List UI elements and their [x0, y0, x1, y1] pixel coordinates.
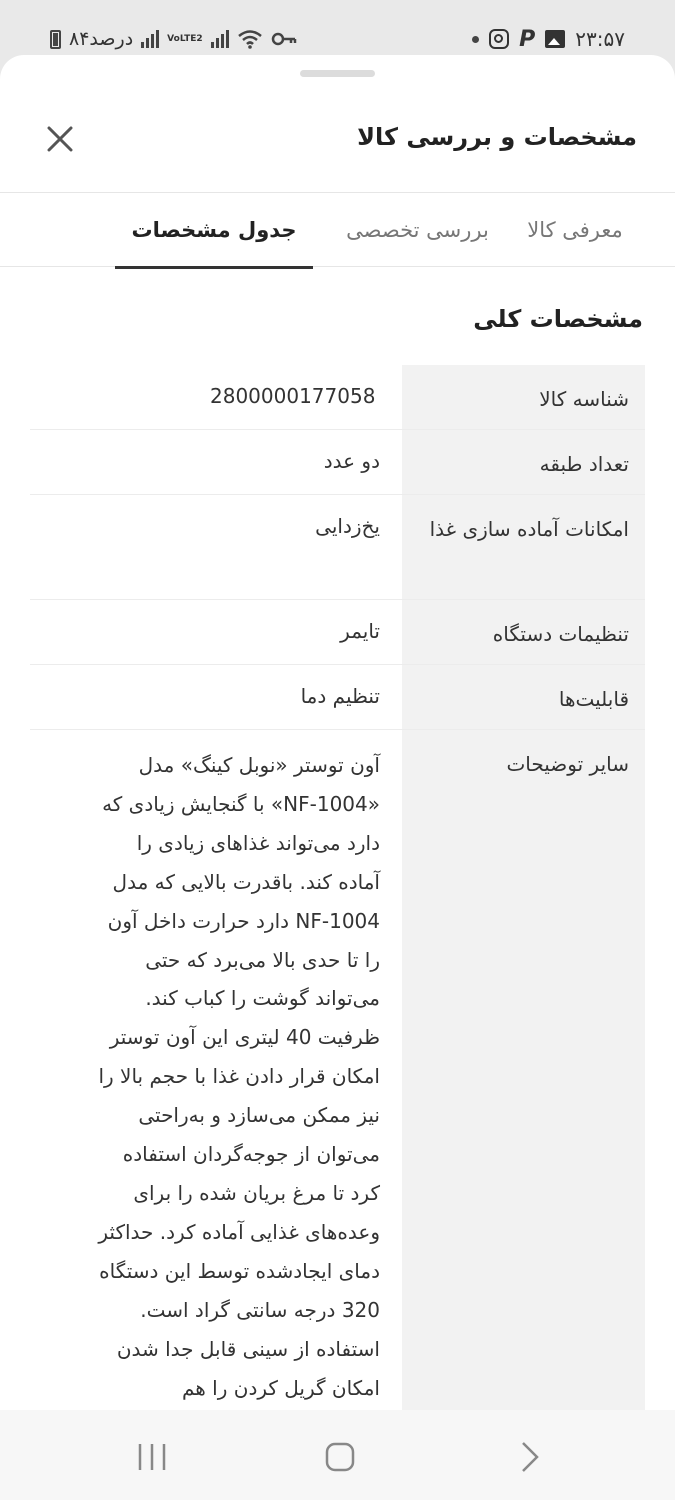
p-app-icon: P	[519, 26, 536, 52]
instagram-icon	[489, 29, 509, 49]
home-button[interactable]	[315, 1432, 365, 1482]
bottom-sheet	[0, 55, 675, 1410]
battery-text: ۸۴درصد	[69, 28, 134, 50]
home-icon	[325, 1442, 355, 1472]
tab-spec-table[interactable]: جدول مشخصات	[115, 193, 313, 267]
spec-table	[30, 365, 645, 1410]
back-button[interactable]	[505, 1432, 555, 1482]
spec-value: تایمر	[340, 619, 380, 643]
drag-handle[interactable]	[300, 70, 375, 77]
vpn-key-icon	[271, 31, 297, 47]
notification-dot-icon	[472, 36, 479, 43]
tab-bar	[0, 193, 675, 267]
table-row	[30, 665, 645, 730]
volte-label: VoLTE2	[167, 33, 203, 44]
back-chevron-icon	[520, 1441, 540, 1473]
wifi-icon	[237, 29, 263, 49]
signal-2-icon	[211, 30, 229, 48]
spec-key: قابلیت‌ها	[402, 665, 645, 729]
status-right	[472, 24, 625, 54]
spec-key: سایر توضیحات	[402, 730, 645, 1410]
navigation-bar	[0, 1410, 675, 1500]
section-title: مشخصات کلی	[473, 305, 643, 333]
status-left	[50, 24, 297, 54]
clock: ۲۳:۵۷	[575, 27, 625, 51]
status-bar	[0, 0, 675, 60]
close-icon	[47, 126, 73, 152]
table-row	[30, 600, 645, 665]
sheet-header	[0, 105, 675, 193]
spec-value: یخ‌زدایی	[315, 514, 380, 538]
table-row	[30, 430, 645, 495]
spec-value: 2800000177058	[210, 384, 376, 408]
spec-key: تعداد طبقه	[402, 430, 645, 494]
gallery-icon	[545, 30, 565, 48]
sheet-title: مشخصات و بررسی کالا	[357, 123, 637, 151]
table-row	[30, 495, 645, 600]
spec-key: شناسه کالا	[402, 365, 645, 429]
close-button[interactable]	[40, 119, 80, 159]
table-row	[30, 365, 645, 430]
tab-expert-review[interactable]: بررسی تخصصی	[346, 218, 489, 242]
spec-value: دو عدد	[323, 449, 380, 473]
recent-apps-icon	[136, 1442, 168, 1472]
spec-value: تنظیم دما	[300, 684, 380, 708]
battery-icon	[50, 30, 61, 49]
spec-key: امکانات آماده سازی غذا	[402, 495, 645, 599]
signal-icon	[141, 30, 159, 48]
spec-description: آون توستر «نوبل کینگ» مدل «NF-1004» با گنجایش زیادی که دارد می‌تواند غذاهای زیادی را آماده کند. باقدرت بالایی که مدل NF-1004 دارد حرارت داخل آون را تا حدی بالا می‌برد که حتی می‌تواند گوشت را کباب کند. ظرفیت 40 لیتری این آون توستر امکان قرار دادن غذا با حجم بالا را نیز ممکن می‌سازد و به‌راحتی می‌توان از جوجه‌گردان استفاده کرد تا مرغ بریان شده را برای وعده‌های غذایی آماده کرد. حداکثر دمای ایجادشده توسط این دستگاه 320 درجه سانتی گراد است. استفاده از سینی قابل جدا شدن امکان گریل کردن را هم	[98, 753, 380, 1400]
table-row	[30, 730, 645, 1410]
spec-key: تنظیمات دستگاه	[402, 600, 645, 664]
tab-product-intro[interactable]: معرفی کالا	[527, 218, 623, 242]
recent-apps-button[interactable]	[127, 1432, 177, 1482]
